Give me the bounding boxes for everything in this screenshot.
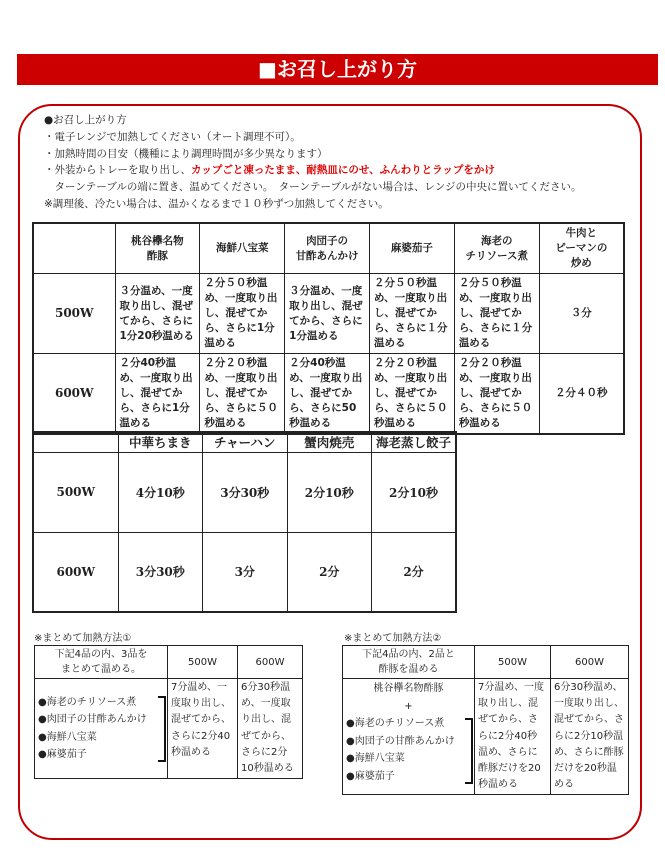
bracket bbox=[158, 696, 166, 762]
combo2-items bbox=[343, 679, 475, 795]
time-cell: ３分温め、一度取り出し、混ぜてから、さらに1分温める bbox=[285, 274, 370, 354]
list-item: ●海鮮八宝菜 bbox=[38, 731, 97, 743]
table-row bbox=[33, 532, 456, 612]
time-cell: ３分温め、一度取り出し、混ぜてから、さらに1分20秒温める bbox=[115, 274, 200, 354]
dish-header: 海老蒸し餃子 bbox=[372, 432, 457, 452]
wattage-label: 500W bbox=[168, 646, 238, 679]
time-cell: ２分２０秒温め、一度取り出し、混ぜてから、さらに５０秒温める bbox=[454, 354, 539, 435]
time-cell: ２分５０秒温め、一度取り出し、混ぜてから、さらに1分温める bbox=[200, 274, 285, 354]
wattage-label: 600W bbox=[33, 532, 118, 612]
combo1-items bbox=[35, 679, 168, 779]
time-cell: 2分10秒 bbox=[287, 452, 372, 532]
list-item: ●海鮮八宝菜 bbox=[346, 753, 405, 764]
wattage-label: 600W bbox=[238, 646, 303, 679]
heating-table-main bbox=[32, 222, 625, 435]
list-item: ●肉団子の甘酢あんかけ bbox=[38, 714, 147, 726]
time-cell: 2分10秒 bbox=[372, 452, 457, 532]
time-cell: 7分温め、一度取り出し、混ぜてから、さらに2分40秒温め、さらに酢豚だけを20秒温める bbox=[475, 679, 551, 795]
list-item: ●海老のチリソース煮 bbox=[38, 696, 137, 708]
time-cell: 2分 bbox=[287, 532, 372, 612]
list-item: ●肉団子の甘酢あんかけ bbox=[346, 735, 455, 747]
corner-cell bbox=[33, 432, 118, 452]
table-row bbox=[33, 274, 624, 354]
section-title: ■お召し上がり方 bbox=[17, 54, 658, 85]
list-item: ●麻婆茄子 bbox=[346, 770, 395, 782]
notes-heading: ●お召し上がり方 bbox=[44, 114, 127, 126]
instructions bbox=[44, 112, 582, 213]
notes-line: ・電子レンジで加熱してください（オート調理不可）。 bbox=[44, 130, 301, 143]
wattage-label: 500W bbox=[33, 274, 115, 354]
wattage-label: 500W bbox=[475, 646, 551, 679]
time-cell: 6分30秒温め、一度取り出し、混ぜてから、さらに2分10秒温め、さらに酢豚だけを20秒温める bbox=[551, 679, 629, 795]
combo2-title: ※まとめて加熱方法② bbox=[344, 633, 442, 644]
combo1-table bbox=[34, 645, 303, 779]
time-cell: ２分４０秒 bbox=[539, 354, 624, 435]
table-row bbox=[33, 452, 456, 532]
list-item: ●海老のチリソース煮 bbox=[346, 718, 445, 729]
corner-cell bbox=[33, 223, 115, 274]
time-cell: ２分２０秒温め、一度取り出し、混ぜてから、さらに５０秒温める bbox=[369, 354, 454, 435]
dish-header: 蟹肉焼売 bbox=[287, 432, 372, 452]
table-row bbox=[33, 354, 624, 435]
combo2-head: 下記4品の内、2品と 酢豚を温める bbox=[343, 646, 475, 679]
dish-header: 中華ちまき bbox=[118, 432, 203, 452]
dish-header: チャーハン bbox=[203, 432, 288, 452]
time-cell: ２分５０秒温め、一度取り出し、混ぜてから、さらに１分温める bbox=[454, 274, 539, 354]
wattage-label: 600W bbox=[551, 646, 629, 679]
bracket bbox=[465, 718, 473, 784]
time-cell: 3分30秒 bbox=[203, 452, 288, 532]
time-cell: 3分30秒 bbox=[118, 532, 203, 612]
wattage-label: 500W bbox=[33, 452, 118, 532]
notes-line: ターンテーブルの端に置き、温めてください。 ターンテーブルがない場合は、レンジの中央に置いてください。 bbox=[44, 181, 582, 194]
list-item: ●麻婆茄子 bbox=[38, 749, 87, 761]
wattage-label: 600W bbox=[33, 354, 115, 435]
notes-line: ・加熱時間の目安（機種により調理時間が多少異なります） bbox=[44, 147, 328, 160]
dish-header: 肉団子の 甘酢あんかけ bbox=[285, 223, 370, 274]
time-cell: ２分２０秒温め、一度取り出し、混ぜてから、さらに５０秒温める bbox=[200, 354, 285, 435]
notes-text: ・外装からトレーを取り出し、 bbox=[44, 164, 191, 177]
heating-table-dimsum bbox=[32, 431, 457, 613]
combo2-table bbox=[342, 645, 629, 795]
time-cell: ２分40秒温め、一度取り出し、混ぜてから、さらに1分温める bbox=[115, 354, 200, 435]
dish-header: 海鮮八宝菜 bbox=[200, 223, 285, 274]
combo1-head: 下記4品の内、3品を まとめて温める。 bbox=[35, 646, 168, 679]
main-dish: 桃谷欅名物酢豚 bbox=[373, 683, 444, 694]
dish-header: 麻婆茄子 bbox=[369, 223, 454, 274]
time-cell: 7分温め、一度取り出し、混ぜてから、さらに2分40秒温める bbox=[168, 679, 238, 779]
time-cell: 2分 bbox=[372, 532, 457, 612]
time-cell: ２分５０秒温め、一度取り出し、混ぜてから、さらに１分温める bbox=[369, 274, 454, 354]
time-cell: 6分30秒温め、一度取り出し、混ぜてから、さらに2分10秒温める bbox=[238, 679, 303, 779]
time-cell: ２分40秒温め、一度取り出し、混ぜてから、さらに50秒温める bbox=[285, 354, 370, 435]
plus-sign: + bbox=[404, 700, 413, 712]
combo1-title: ※まとめて加熱方法① bbox=[34, 633, 132, 644]
notes-line bbox=[44, 162, 582, 179]
dish-header: 牛肉と ピーマンの 炒め bbox=[539, 223, 624, 274]
time-cell: ３分 bbox=[539, 274, 624, 354]
time-cell: 4分10秒 bbox=[118, 452, 203, 532]
time-cell: 3分 bbox=[203, 532, 288, 612]
dish-header: 桃谷欅名物 酢豚 bbox=[115, 223, 200, 274]
notes-line: ※調理後、冷たい場合は、温かくなるまで１０秒ずつ加熱してください。 bbox=[44, 197, 389, 210]
notes-emphasis: カップごと凍ったまま、耐熱皿にのせ、ふんわりとラップをかけ bbox=[191, 164, 495, 177]
dish-header: 海老の チリソース煮 bbox=[454, 223, 539, 274]
